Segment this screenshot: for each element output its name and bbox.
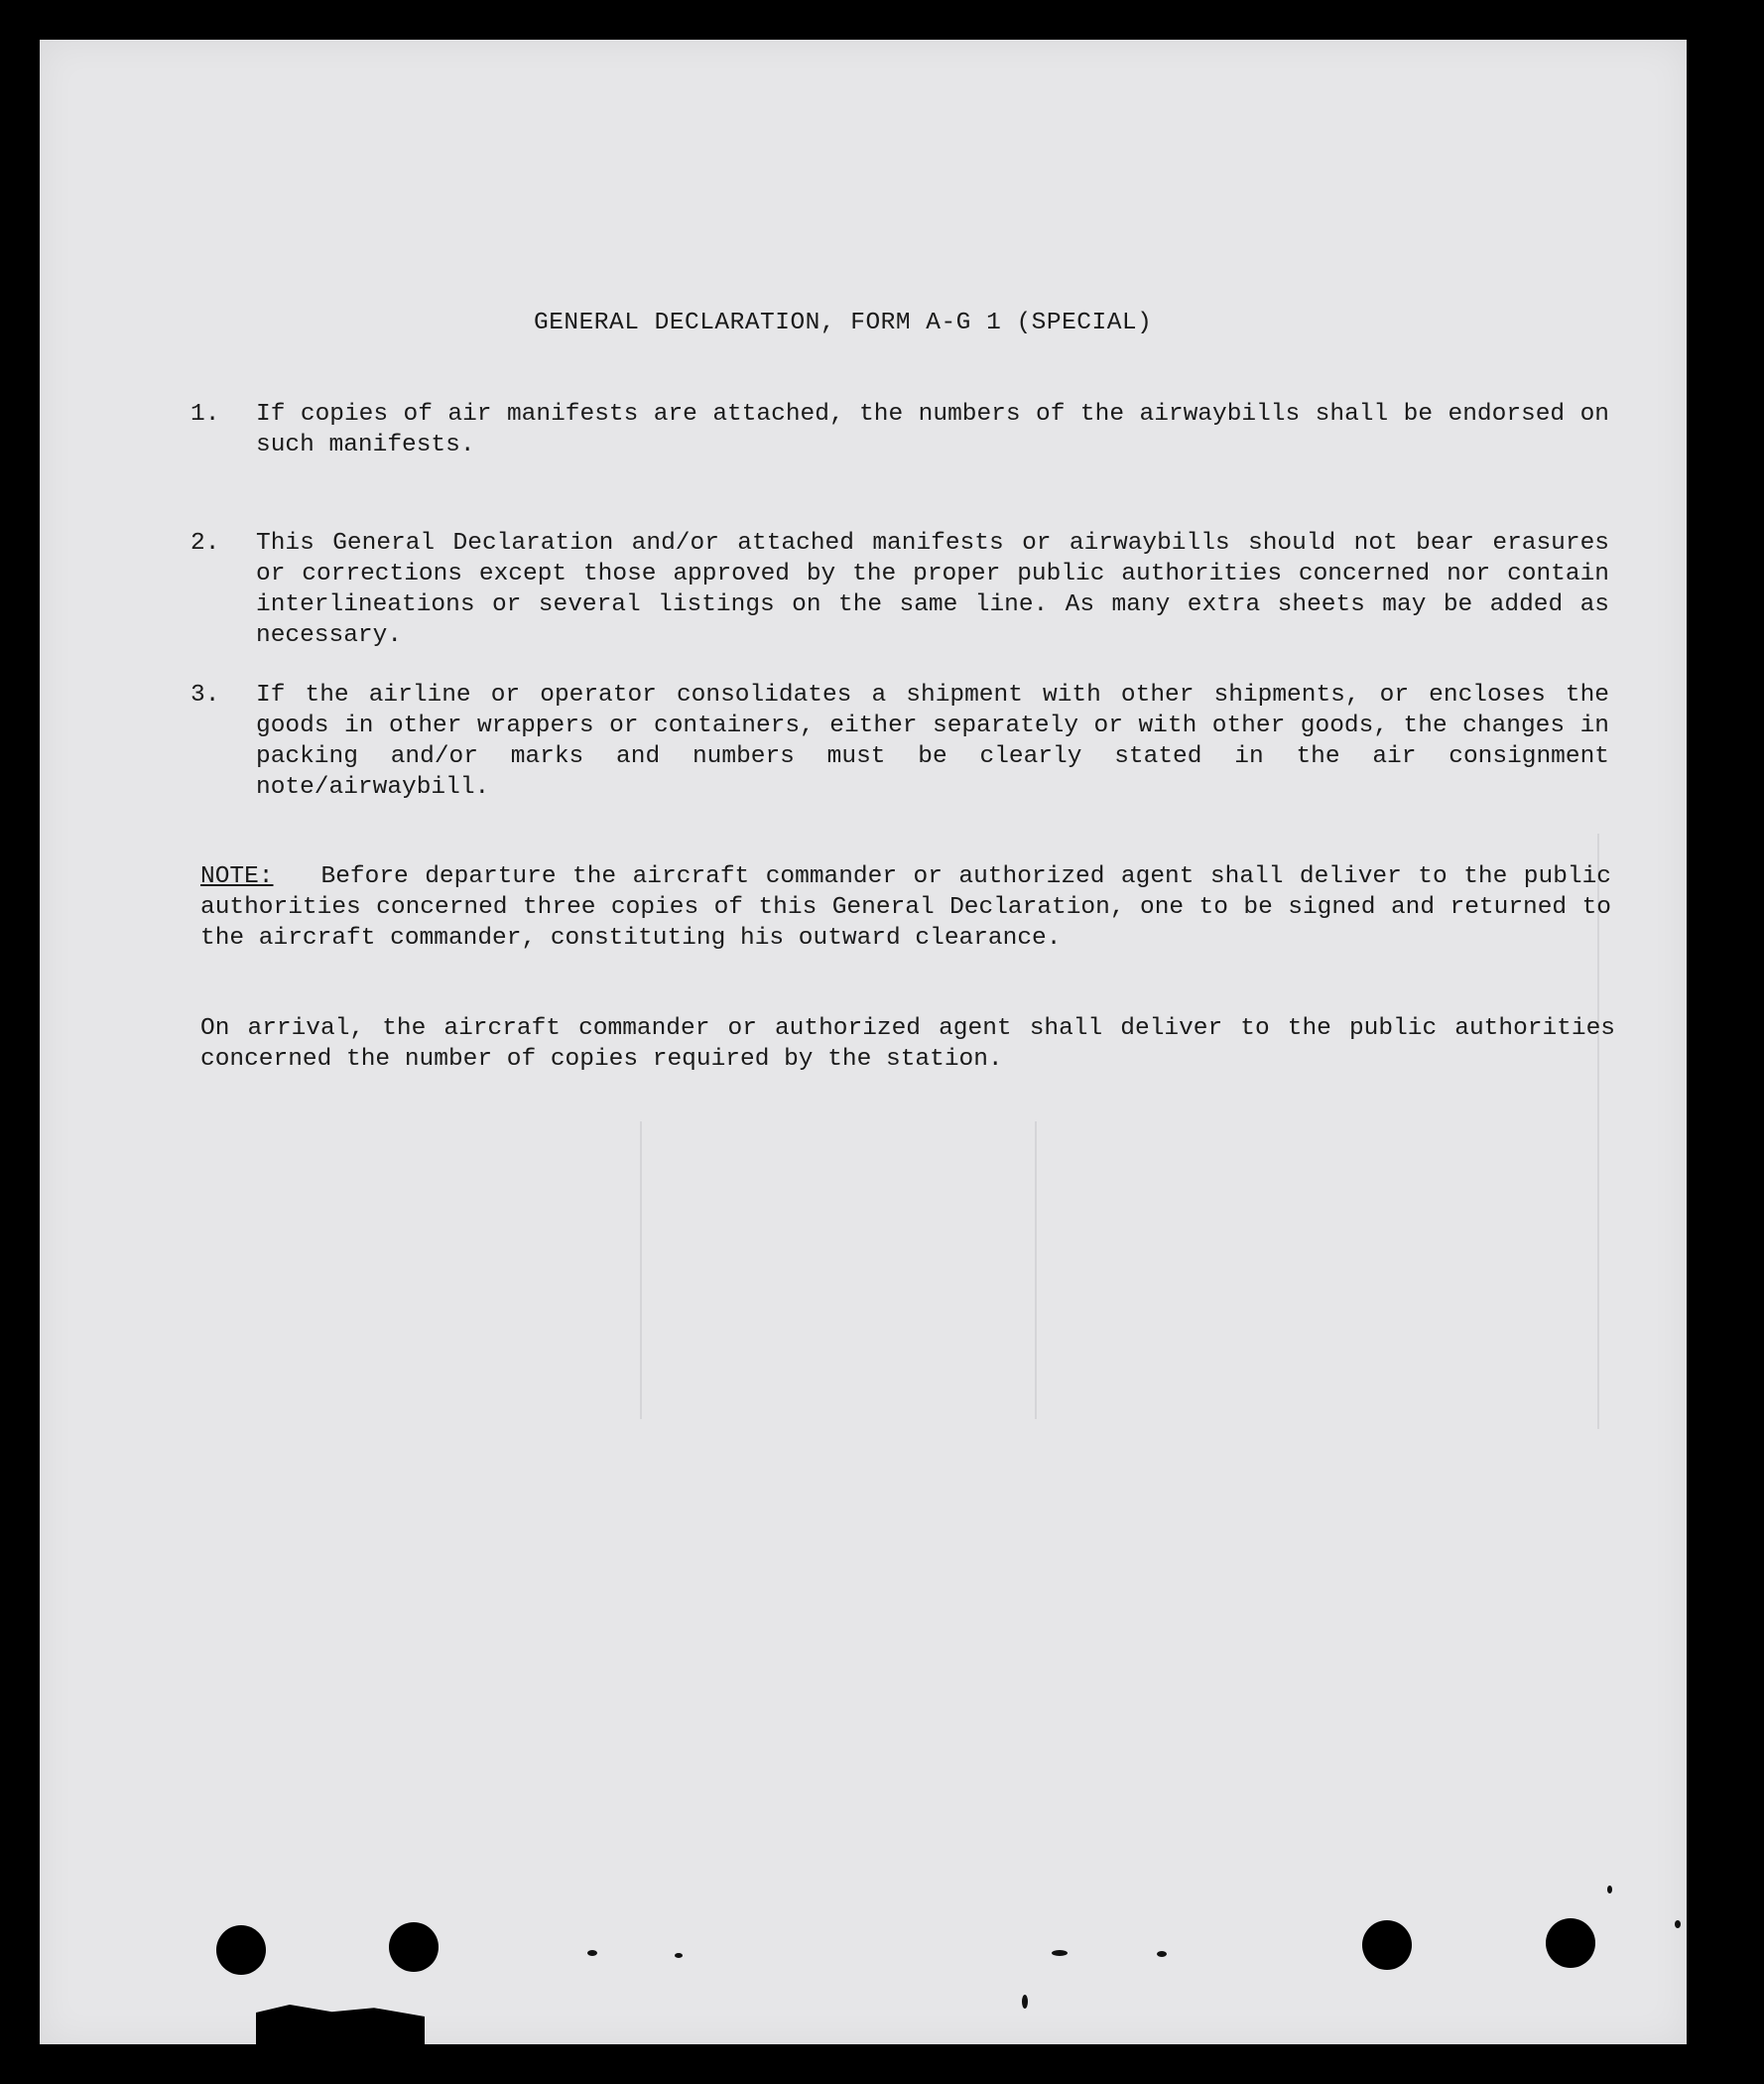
speck [1157, 1951, 1167, 1957]
torn-edge [256, 2005, 425, 2044]
item-text: If copies of air manifests are attached, the numbers of the airwaybills shall be endorsed on such manifests. [256, 401, 1609, 458]
item-number: 2. [190, 530, 220, 557]
note-label: NOTE: [200, 863, 274, 890]
arrival-paragraph: On arrival, the aircraft commander or authorized agent shall deliver to the public authorities concerned the number of copies required by the station. [200, 1015, 1615, 1073]
speck [1607, 1886, 1612, 1893]
list-item [190, 528, 1609, 651]
item-text: If the airline or operator consolidates a shipment with other shipments, or encloses the goods in other wrappers or containers, either separately or with other goods, the changes in packing and/or marks and numbers must be clearly stated in the air consignment note/airwaybill. [256, 682, 1609, 801]
speck [587, 1950, 597, 1956]
note-paragraph [200, 861, 1611, 954]
note-text: Before departure the aircraft commander or authorized agent shall deliver to the public authorities concerned three copies of this General Declaration, one to be signed and returned to the aircraft commander, constituting his outward clearance. [200, 863, 1611, 952]
list-item [190, 680, 1609, 803]
item-number: 1. [190, 401, 220, 428]
document-title: GENERAL DECLARATION, FORM A-G 1 (SPECIAL) [534, 310, 1153, 336]
bleed-through-line [640, 1121, 642, 1419]
speck [1052, 1950, 1068, 1956]
bleed-through-line [1035, 1121, 1037, 1419]
bleed-through-mark [466, 1667, 476, 1711]
punch-hole [389, 1922, 439, 1972]
speck [1675, 1920, 1681, 1928]
item-text: This General Declaration and/or attached manifests or airwaybills should not bear erasures or corrections except those approved by the proper public authorities concerned nor contain interlineations or several listings on the same line. As many extra sheets may be added as necessary. [256, 530, 1609, 649]
list-item [190, 399, 1609, 460]
punch-hole [1362, 1920, 1412, 1970]
speck [1022, 1995, 1028, 2009]
punch-hole [1546, 1918, 1595, 1968]
document-page [40, 40, 1687, 2044]
punch-hole [216, 1925, 266, 1975]
item-number: 3. [190, 682, 220, 709]
speck [675, 1953, 683, 1958]
